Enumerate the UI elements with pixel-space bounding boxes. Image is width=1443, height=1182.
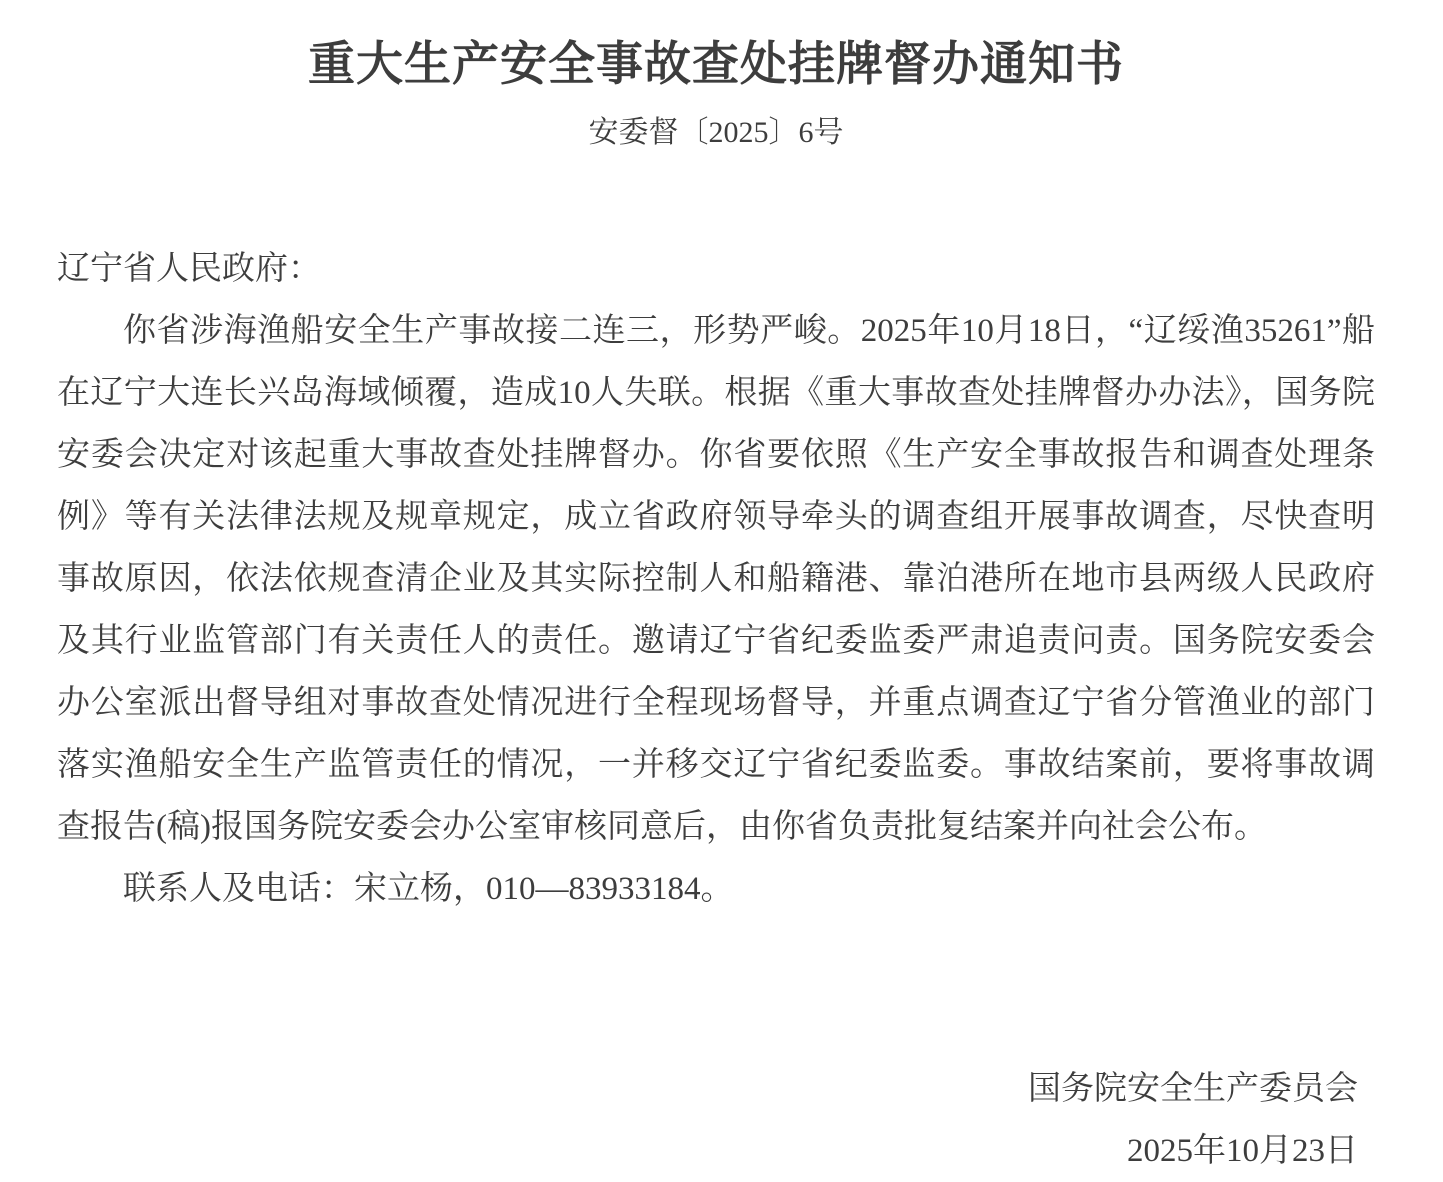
issuing-authority-signature: 国务院安全生产委员会	[1028, 1071, 1358, 1107]
document-date: 2025年10月23日	[1127, 1133, 1358, 1169]
document-title: 重大生产安全事故查处挂牌督办通知书	[308, 39, 1124, 91]
salutation: 辽宁省人民政府：	[57, 251, 321, 287]
main-paragraph: 你省涉海渔船安全生产事故接二连三，形势严峻。2025年10月18日，“辽绥渔35261”船在辽宁大连长兴岛海域倾覆，造成10人失联。根据《重大事故查处挂牌督办办法》，国务院安委会决定对该起重大事故查处挂牌督办。你省要依照《生产安全事故报告和调查处理条例》等有关法律法规及规章规定，成立省政府领导牵头的调查组开展事故调查，尽快查明事故原因，依法依规查清企业及其实际控制人和船籍港、靠泊港所在地市县两级人民政府及其行业监管部门有关责任人的责任。邀请辽宁省纪委监委严肃追责问责。国务院安委会办公室派出督导组对事故查处情况进行全程现场督导，并重点调查辽宁省分管渔业的部门落实渔船安全生产监管责任的情况，一并移交辽宁省纪委监委。事故结案前，要将事故调查报告(稿)报国务院安委会办公室审核同意后，由你省负责批复结案并向社会公布。	[57, 313, 1375, 845]
document-footer	[57, 1058, 1375, 1182]
document-number: 安委督〔2025〕6号	[588, 116, 844, 149]
contact-line: 联系人及电话：宋立杨，010—83933184。	[123, 871, 734, 907]
document-body	[57, 238, 1375, 920]
